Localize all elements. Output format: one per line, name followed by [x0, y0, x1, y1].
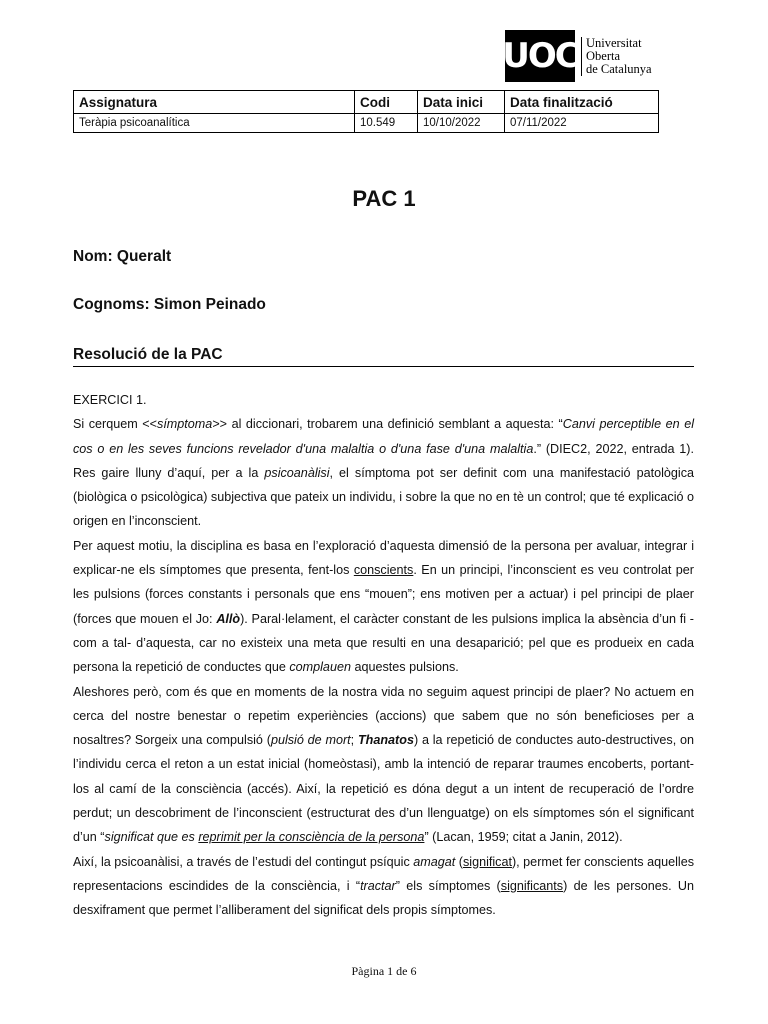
p3-text-e: ) a la repetició de conductes auto-destructives, on l’individu cerca el reton a un estat inicial (homeòstasi), amb la intenció de reparar traumes encoberts, portant-los al camí de la consciència (accés). Així, la repetició es dóna degut a un intent de recuperació de l’ordre perdut; un descobriment de l’inconscient (estructurat des d’un llenguatge) on els símptomes són el significant d’un “	[73, 733, 695, 845]
header-data-inici: Data inici	[418, 91, 505, 114]
p3-italic-significat: significat que es	[104, 830, 199, 845]
p1-italic-definition: Canvi perceptible en el cos o en les seves funcions revelador d'una malaltia o d'una fase d'una malaltia	[73, 417, 694, 456]
cognoms-field: Cognoms: Simon Peinado	[73, 296, 266, 313]
section-heading: Resolució de la PAC	[73, 346, 694, 367]
p4-text-g: ” els símptomes (	[395, 878, 501, 893]
uoc-logo	[502, 30, 652, 82]
p4-text-i: ) de les persones. Un desxiframent que permet l’alliberament del significat dels propis símptomes.	[73, 878, 695, 918]
p2-italic-complauen: complauen	[289, 660, 351, 675]
paragraph-1	[73, 412, 694, 533]
p4-underline-significants: significants	[500, 878, 564, 893]
p3-text-a: Aleshores però, com és que en moments de la nostra vida no seguim aquest principi de plaer? No actuem en cerca del nostre benestar o repetim experiències (accions) que sabem que no són beneficioses per a nosaltres? Sorgeix una compulsió (	[73, 684, 694, 748]
p2-text-a: Per aquest motiu, la disciplina es basa en l’exploració d’aquesta dimensió de la persona per avaluar, integrar i explicar-ne els símptomes que presenta, fent-los	[73, 538, 694, 578]
document-body	[73, 388, 694, 923]
p2-bold-allo: Allò	[216, 611, 241, 626]
p1-text-a: Si cerquem <<	[73, 417, 158, 432]
paragraph-2	[73, 534, 694, 680]
p2-text-g: aquestes pulsions.	[350, 660, 459, 675]
course-info-table	[73, 90, 659, 133]
table-row	[74, 114, 659, 133]
p4-text-e: ), permet fer conscients aquelles representacions escindides de la consciència, i “	[73, 854, 694, 893]
header-assignatura: Assignatura	[74, 91, 355, 114]
p1-text-g: , el símptoma pot ser definit com una manifestació patològica (biològica o psicològica) subjectiva que pateix un individu, i sobre la que no en tè un control; que té explicació o origen en l’inconscient.	[73, 465, 694, 529]
logo-line-1: Universitat	[586, 35, 642, 50]
p1-text-c: >> al diccionari, trobarem una definició semblant a aquesta: “	[212, 417, 563, 432]
uoc-logo-text	[581, 37, 652, 76]
p4-italic-amagat: amagat	[413, 854, 456, 869]
paragraph-4	[73, 850, 694, 923]
p3-bold-thanatos: Thanatos	[357, 733, 414, 748]
p2-underline-conscients: conscients	[353, 563, 414, 578]
p3-text-h: ” (Lacan, 1959; citat a Janin, 2012).	[424, 830, 623, 845]
cell-data-finalitzacio: 07/11/2022	[505, 114, 659, 133]
p4-text-c: (	[455, 854, 463, 869]
header-data-finalitzacio: Data finalització	[505, 91, 659, 114]
cell-codi: 10.549	[355, 114, 418, 133]
paragraph-3	[73, 680, 694, 850]
p3-text-c: ;	[350, 733, 358, 748]
p2-text-e: ). Paral·lelament, el caràcter constant de les pulsions implica la absència d’un fi -com a tal- d’aquesta, car no existeix una meta que resulti en una desaparició; pel que es produeix en cada persona la repetició de conductes que	[73, 611, 695, 675]
cell-assignatura: Teràpia psicoanalítica	[74, 114, 355, 133]
page-footer: Pàgina 1 de 6	[351, 964, 417, 978]
p3-underline-reprimit: reprimit per la consciència de la persona	[198, 830, 425, 845]
nom-field: Nom: Queralt	[73, 248, 172, 265]
logo-line-3: de Catalunya	[586, 61, 652, 76]
uoc-logo-mark: UOC	[505, 30, 575, 82]
p1-italic-simptoma: símptoma	[157, 417, 213, 432]
p1-text-e: .” (DIEC2, 2022, entrada 1). Res gaire lluny d’aquí, per a la	[73, 441, 694, 480]
p4-underline-significat: significat	[462, 854, 512, 869]
exercise-label: EXERCICI 1.	[73, 393, 147, 407]
p3-italic-pulsio-de-mort: pulsió de mort	[270, 733, 351, 748]
header-codi: Codi	[355, 91, 418, 114]
p4-italic-tractar: tractar	[360, 878, 396, 893]
table-header-row	[74, 91, 659, 114]
logo-line-2: Oberta	[586, 48, 621, 63]
cell-data-inici: 10/10/2022	[418, 114, 505, 133]
p1-italic-psicoanalisi: psicoanàlisi	[264, 465, 330, 480]
document-title: PAC 1	[352, 186, 416, 211]
p4-text-a: Així, la psicoanàlisi, a través de l’estudi del contingut psíquic	[73, 854, 414, 869]
p2-text-c: . En un principi, l’inconscient es veu controlat per les pulsions (forces constants i personals que ens “mouen”; ens motiven per a actuar) i pel principi de plaer (forces que mouen el Jo:	[73, 563, 694, 626]
